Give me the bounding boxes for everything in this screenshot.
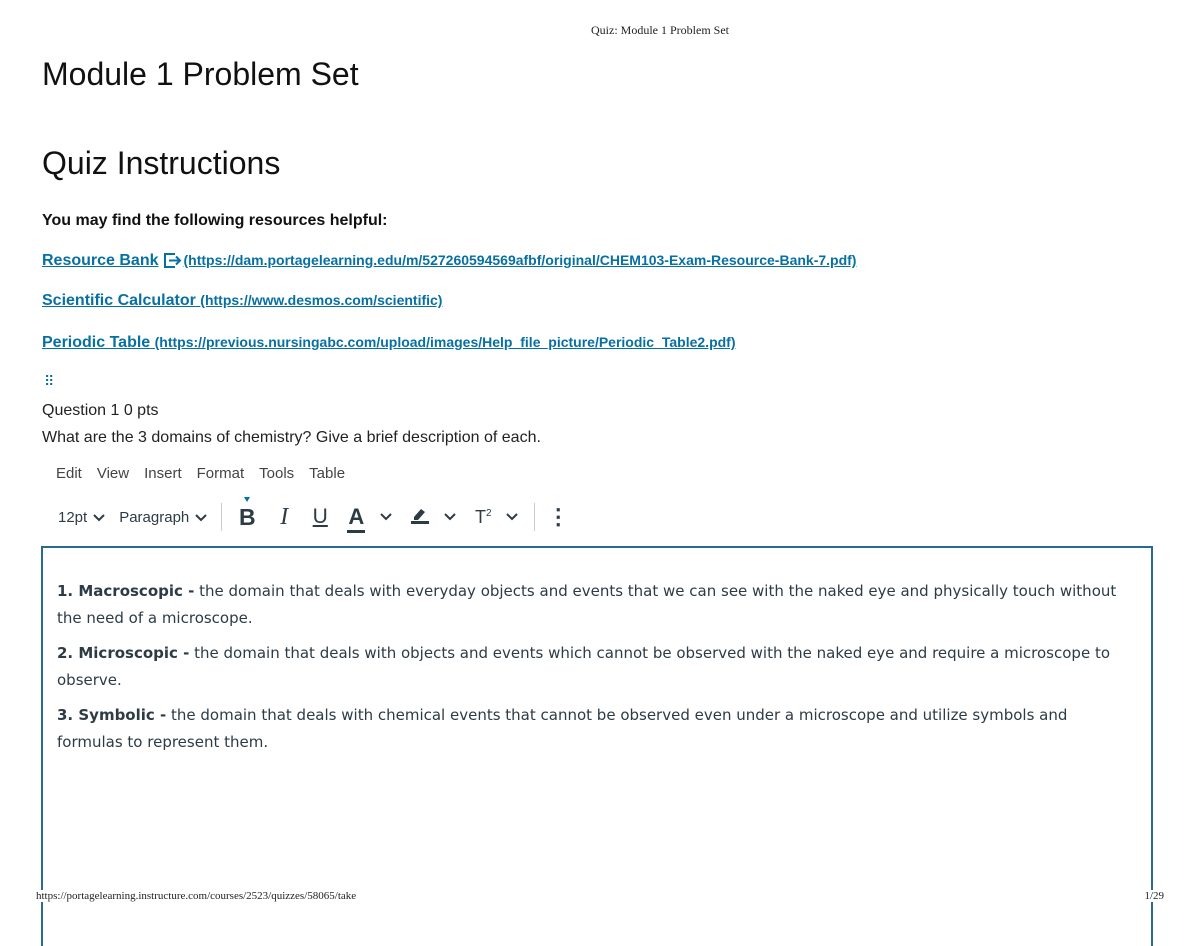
highlighter-icon — [410, 504, 430, 530]
highlight-color-button[interactable] — [408, 504, 432, 530]
scientific-calculator-url: (https://www.desmos.com/scientific) — [200, 292, 443, 308]
underline-button[interactable] — [308, 505, 332, 529]
periodic-table-link[interactable] — [42, 334, 736, 352]
menu-tools[interactable]: Tools — [259, 465, 295, 482]
question-text: What are the 3 domains of chemistry? Give a brief description of each. — [42, 429, 541, 446]
superscript-dropdown[interactable] — [506, 513, 518, 521]
print-footer-url: https://portagelearning.instructure.com/courses/2523/quizzes/58065/take — [36, 890, 360, 902]
font-size-value: 12pt — [58, 508, 88, 526]
periodic-table-url: (https://previous.nursingabc.com/upload/images/Help_file_picture/Periodic_Table2.pdf) — [154, 334, 736, 350]
italic-icon: I — [280, 503, 289, 530]
drag-handle-icon[interactable]: ⠿ — [44, 373, 54, 389]
menu-insert[interactable]: Insert — [144, 465, 182, 482]
resource-bank-url: (https://dam.portagelearning.edu/m/527260594569afbf/original/CHEM103-Exam-Resource-Bank-7.pdf) — [183, 252, 857, 268]
menu-table[interactable]: Table — [309, 465, 346, 482]
bold-icon: B — [238, 503, 256, 530]
answer-editor[interactable] — [41, 546, 1153, 946]
answer-paragraph — [57, 702, 1137, 756]
resource-bank-link[interactable] — [42, 252, 856, 273]
superscript-icon: $T^2$ — [474, 506, 492, 527]
scientific-calculator-link[interactable] — [42, 292, 442, 310]
menu-format[interactable]: Format — [196, 465, 245, 482]
resources-intro: You may find the following resources helpful: — [42, 212, 388, 229]
answer-text: the domain that deals with everyday objects and events that we can see with the naked eye and physically touch without the need of a microscope. — [57, 582, 1117, 627]
bold-button[interactable] — [234, 504, 260, 531]
answer-text: the domain that deals with objects and events which cannot be observed with the naked eye and require a microscope to observe. — [57, 644, 1110, 689]
answer-paragraph — [57, 640, 1137, 694]
italic-button[interactable] — [272, 504, 296, 531]
scientific-calculator-label: Scientific Calculator — [42, 292, 196, 309]
answer-label: 2. Microscopic - — [57, 644, 190, 662]
menu-edit[interactable]: Edit — [56, 465, 82, 482]
page-title: Module 1 Problem Set — [42, 56, 359, 92]
external-link-icon — [163, 253, 182, 273]
font-size-select[interactable] — [58, 509, 105, 526]
block-format-select[interactable] — [119, 509, 207, 526]
print-footer-page-number: 1/29 — [1144, 890, 1164, 902]
text-color-dropdown[interactable] — [380, 513, 392, 521]
print-header: Quiz: Module 1 Problem Set — [591, 23, 729, 37]
menu-view[interactable]: View — [96, 465, 130, 482]
resource-bank-label: Resource Bank — [42, 252, 159, 269]
more-options-icon[interactable]: ⋮ — [547, 504, 570, 529]
block-format-value: Paragraph — [119, 508, 190, 526]
answer-text: the domain that deals with chemical events that cannot be observed even under a microscope and utilize symbols and formulas to represent them. — [57, 706, 1068, 751]
chevron-down-icon — [93, 509, 105, 526]
text-color-button[interactable] — [344, 504, 368, 530]
toolbar-divider — [221, 503, 222, 531]
question-header: Question 1 0 pts — [42, 402, 159, 419]
answer-label: 1. Macroscopic - — [57, 582, 195, 600]
toolbar-divider — [534, 503, 535, 531]
answer-paragraph — [57, 578, 1137, 632]
quiz-instructions-heading: Quiz Instructions — [42, 145, 281, 181]
active-indicator — [244, 497, 250, 502]
highlight-color-dropdown[interactable] — [444, 513, 456, 521]
underline-icon: U — [312, 505, 328, 528]
periodic-table-label: Periodic Table — [42, 334, 151, 351]
editor-menu-bar — [56, 465, 360, 482]
superscript-button[interactable] — [472, 507, 494, 528]
chevron-down-icon — [195, 509, 207, 526]
text-color-icon: A — [348, 504, 365, 529]
editor-toolbar — [58, 500, 581, 534]
answer-label: 3. Symbolic - — [57, 706, 167, 724]
